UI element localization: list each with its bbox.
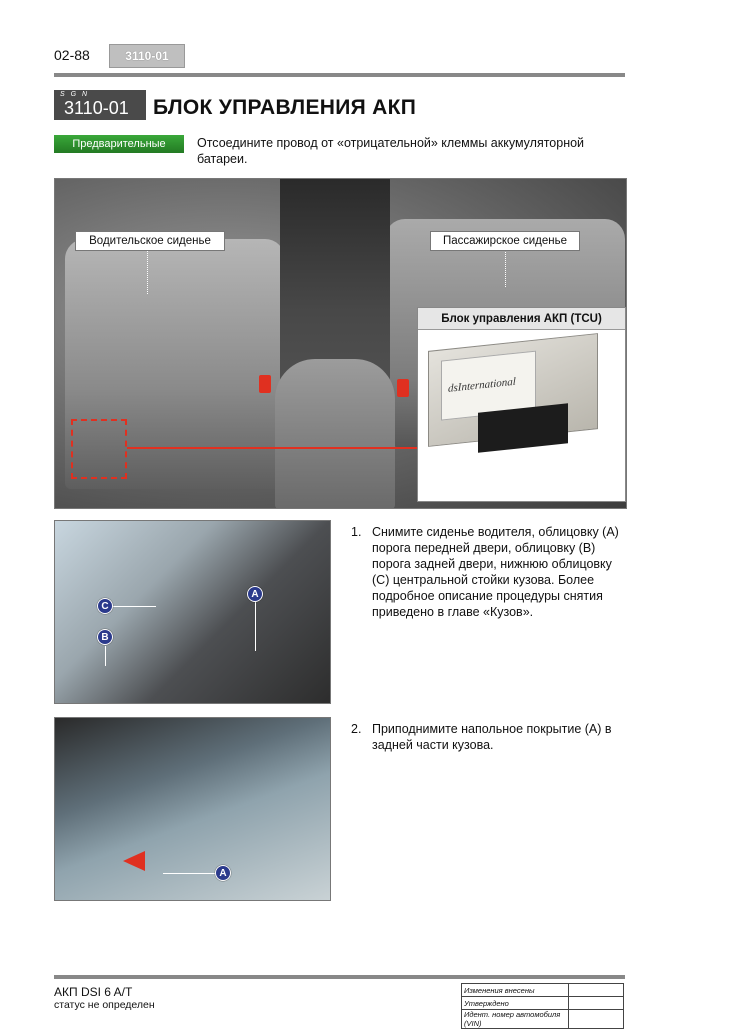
step1-photo — [54, 520, 331, 704]
mark-c: C — [97, 598, 113, 614]
approval-row-value — [569, 997, 624, 1010]
mark-a: A — [215, 865, 231, 881]
sgn-logo-text: S G N — [60, 91, 90, 98]
passenger-seat-label: Пассажирское сиденье — [430, 231, 580, 251]
top-divider — [54, 73, 625, 77]
step2-photo — [54, 717, 331, 901]
vin-row-value — [569, 1010, 624, 1029]
page-title: БЛОК УПРАВЛЕНИЯ АКП — [153, 96, 417, 119]
bottom-divider — [54, 975, 625, 979]
section-code-tab: 3110-01 — [109, 44, 185, 68]
step-1-text: Снимите сиденье водителя, облицовку (A) порога передней двери, облицовку (B) порога задней двери, нижнюю облицовку (C) центральной стойки кузова. Более подробное описание процедуры снятия приведено в главе «Кузов». — [372, 525, 619, 619]
mark-a: A — [247, 586, 263, 602]
table-row — [462, 1010, 624, 1029]
lift-direction-arrow — [123, 851, 145, 871]
section-code-badge — [54, 90, 146, 120]
step-2-number: 2. — [351, 722, 362, 736]
tcu-pointer-line — [127, 447, 417, 449]
interior-photo — [54, 178, 627, 509]
footer-doc-title: АКП DSI 6 A/T — [54, 985, 133, 999]
tcu-brand-text: dsInternational — [448, 375, 516, 395]
approval-row-label: Утверждено — [462, 997, 569, 1010]
page-number: 02-88 — [54, 47, 90, 63]
mark-b: B — [97, 629, 113, 645]
tcu-connector-illustration — [478, 403, 568, 452]
table-row — [462, 997, 624, 1010]
driver-seat-label: Водительское сиденье — [75, 231, 225, 251]
section-code: 3110-01 — [64, 98, 129, 118]
driver-seat-pointer — [147, 249, 148, 294]
armrest-illustration — [275, 359, 395, 509]
step-2-text: Приподнимите напольное покрытие (A) в задней части кузова. — [372, 722, 612, 752]
mark-a-line — [163, 873, 215, 874]
mark-b-line — [105, 646, 106, 666]
step-1-number: 1. — [351, 525, 362, 539]
table-row — [462, 984, 624, 997]
mark-c-line — [111, 606, 156, 607]
tcu-inset-title: Блок управления АКП (TCU) — [418, 308, 625, 330]
passenger-seat-pointer — [505, 249, 506, 287]
mark-a-line — [255, 601, 256, 651]
revision-table — [461, 983, 624, 1029]
footer-status: статус не определен — [54, 999, 155, 1011]
prerequisite-text: Отсоедините провод от «отрицательной» клеммы аккумуляторной батареи. — [197, 136, 585, 166]
revision-row-value — [569, 984, 624, 997]
seatbelt-buckle-right — [397, 379, 409, 397]
prerequisite-badge: Предварительные работы — [54, 135, 184, 153]
vin-row-label: Идент. номер автомобиля (VIN) — [462, 1010, 569, 1029]
tcu-inset — [417, 307, 626, 502]
tcu-location-marker — [71, 419, 127, 479]
revision-row-label: Изменения внесены — [462, 984, 569, 997]
seatbelt-buckle-left — [259, 375, 271, 393]
